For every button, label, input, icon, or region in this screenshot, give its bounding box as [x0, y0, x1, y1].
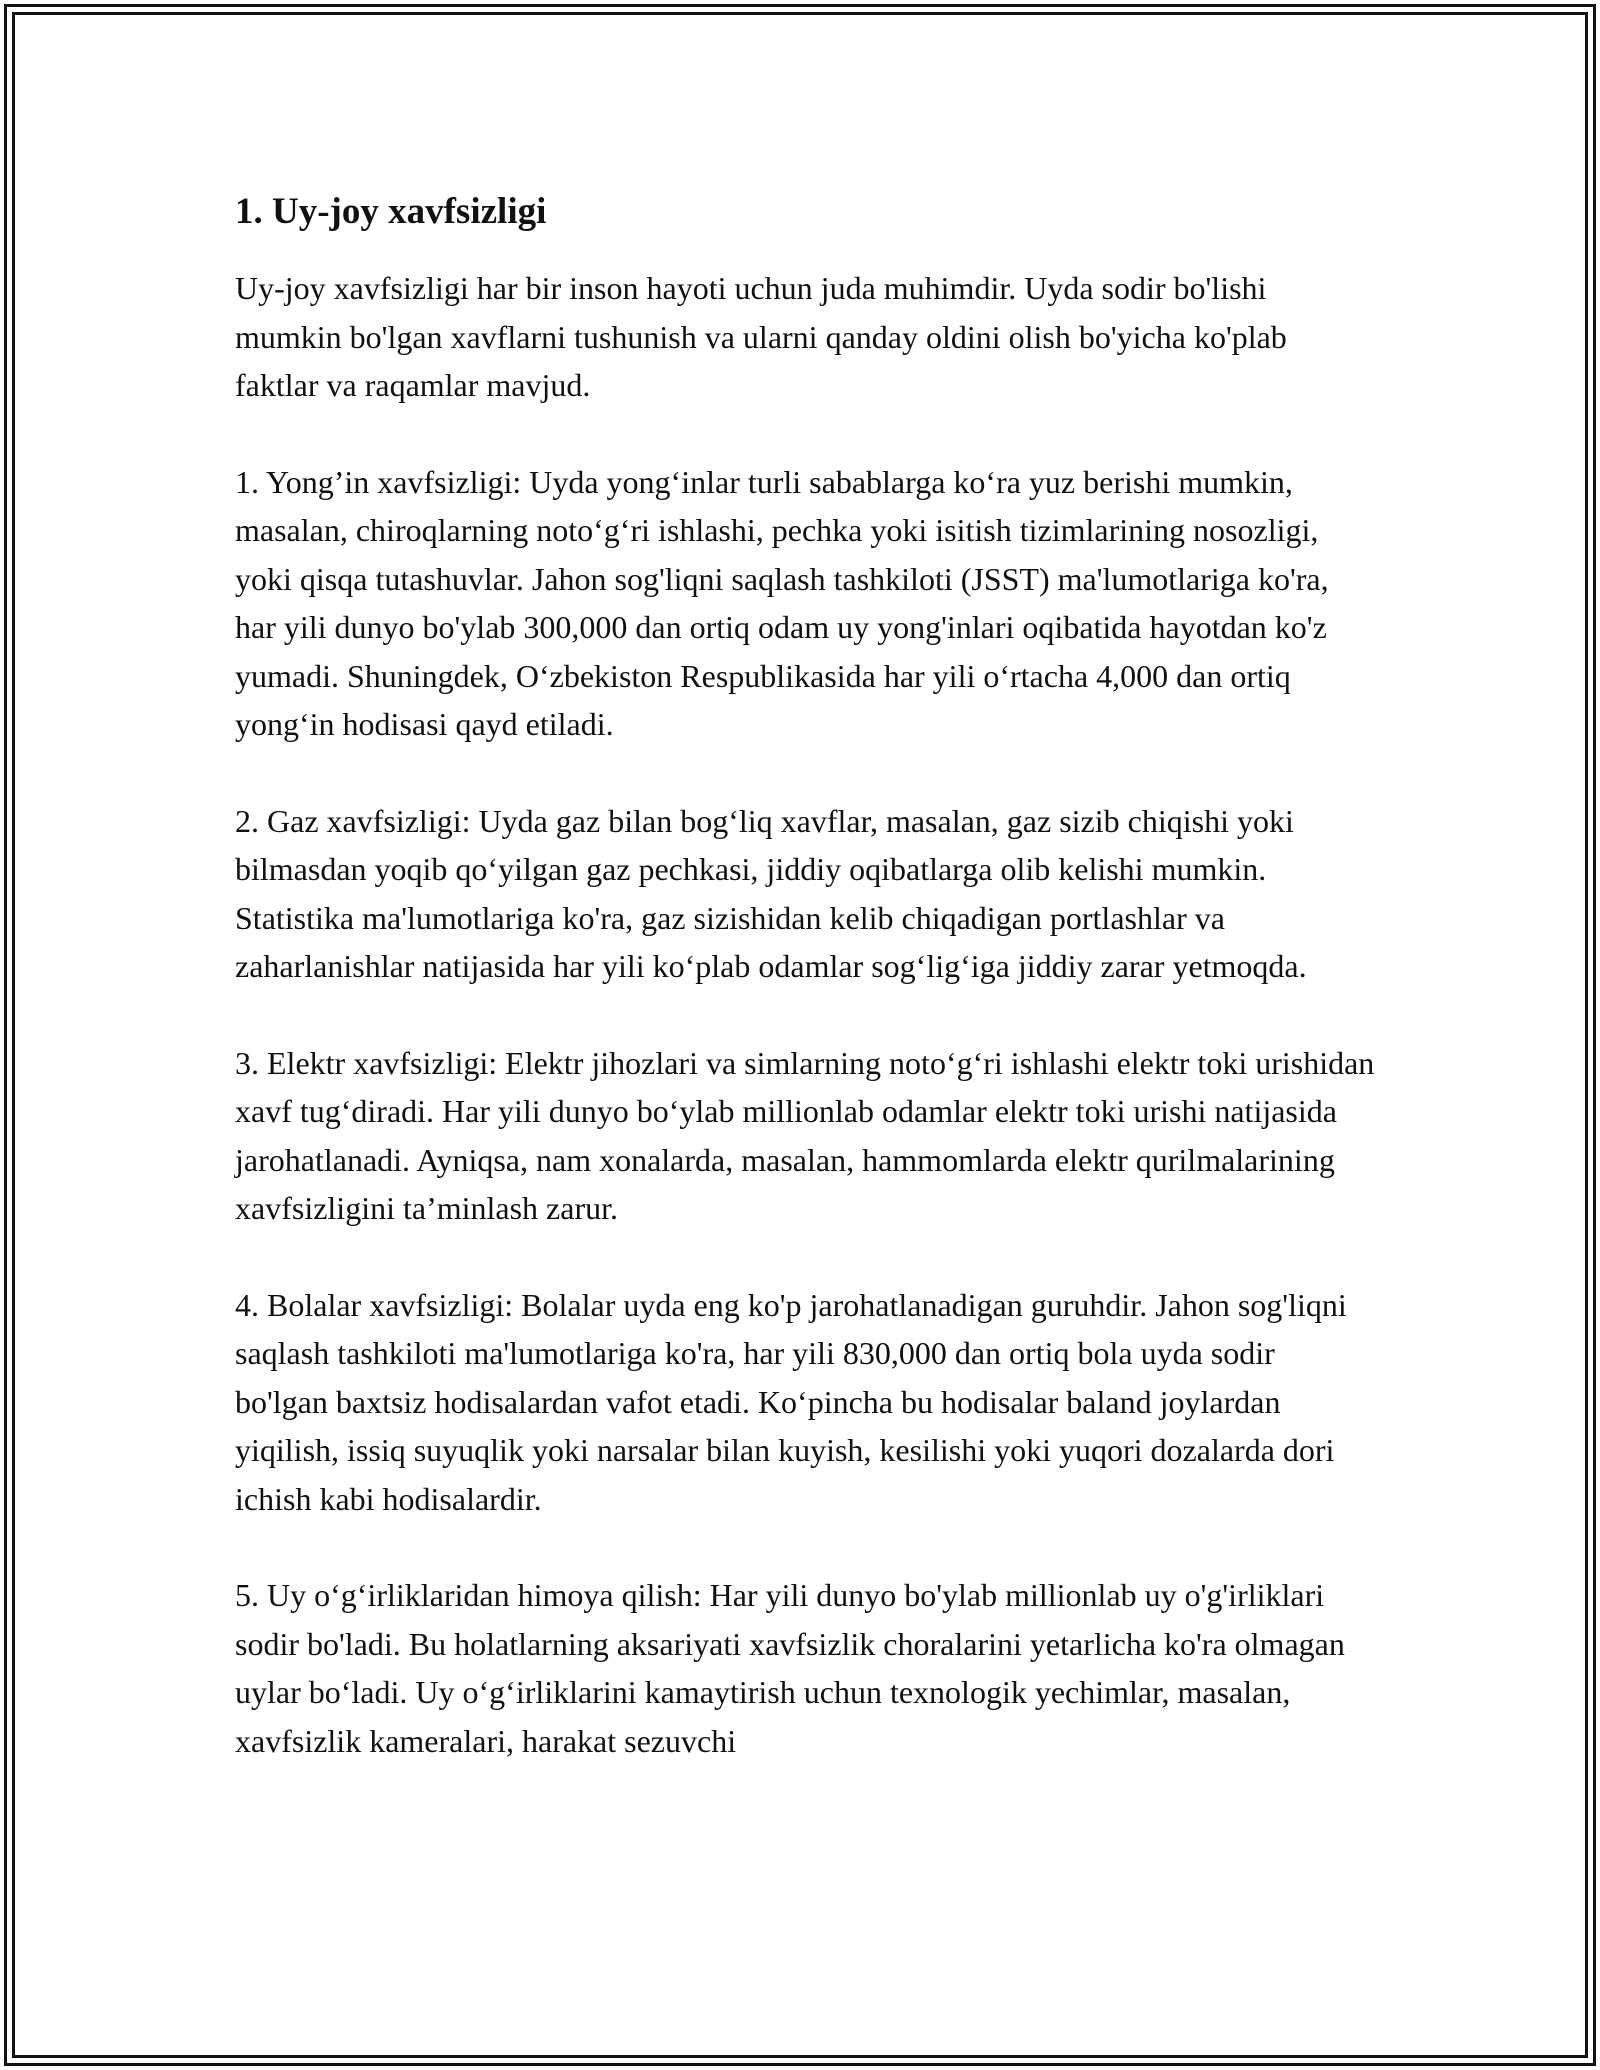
- section-heading: 1. Uy-joy xavfsizligi: [235, 191, 547, 232]
- child-safety-paragraph: 4. Bolalar xavfsizligi: Bolalar uyda eng ko'p jarohatlanadigan guruhdir. Jahon sog'liqni saqlash tashkiloti ma'lumotlariga ko'ra, har yili 830,000 dan ortiq bola uyda sodir bo'lgan baxtsiz hodisalardan vafot etadi. Ko‘pincha bu hodisalar baland joylardan yiqilish, issiq suyuqlik yoki narsalar bilan kuyish, kesilishi yoki yuqori dozalarda dori ichish kabi hodisalardir.: [235, 1286, 1347, 1517]
- burglary-protection-paragraph: 5. Uy o‘g‘irliklaridan himoya qilish: Har yili dunyo bo'ylab millionlab uy o'g'irliklari sodir bo'ladi. Bu holatlarning aksariyati xavfsizlik choralarini yetarlicha ko'ra olmagan uylar bo‘ladi. Uy o‘g‘irliklarini kamaytirish uchun texnologik yechimlar, masalan, xavfsizlik kameralari, harakat sezuvchi: [235, 1577, 1345, 1759]
- document-body: [235, 186, 1375, 1813]
- electrical-safety-paragraph: 3. Elektr xavfsizligi: Elektr jihozlari va simlarning noto‘g‘ri ishlashi elektr toki urishidan xavf tug‘diradi. Har yili dunyo bo‘ylab millionlab odamlar elektr toki urishi natijasida jarohatlanadi. Ayniqsa, nam xonalarda, masalan, hammomlarda elektr qurilmalarining xavfsizligini ta’minlash zarur.: [235, 1044, 1375, 1226]
- gas-safety-paragraph: 2. Gaz xavfsizligi: Uyda gaz bilan bog‘liq xavflar, masalan, gaz sizib chiqishi yoki bilmasdan yoqib qo‘yilgan gaz pechkasi, jiddiy oqibatlarga olib kelishi mumkin. Statistika ma'lumotlariga ko'ra, gaz sizishidan kelib chiqadigan portlashlar va zaharlanishlar natijasida har yili ko‘plab odamlar sog‘lig‘iga jiddiy zarar yetmoqda.: [235, 802, 1307, 984]
- intro-paragraph: Uy-joy xavfsizligi har bir inson hayoti uchun juda muhimdir. Uyda sodir bo'lishi mumkin bo'lgan xavflarni tushunish va ularni qanday oldini olish bo'yicha ko'plab faktlar va raqamlar mavjud.: [235, 270, 1287, 403]
- fire-safety-paragraph: 1. Yong’in xavfsizligi: Uyda yong‘inlar turli sabablarga ko‘ra yuz berishi mumkin, masalan, chiroqlarning noto‘g‘ri ishlashi, pechka yoki isitish tizimlarining nosozligi, yoki qisqa tutashuvlar. Jahon sog'liqni saqlash tashkiloti (JSST) ma'lumotlariga ko'ra, har yili dunyo bo'ylab 300,000 dan ortiq odam uy yong'inlari oqibatida hayotdan ko'z yumadi. Shuningdek, O‘zbekiston Respublikasida har yili o‘rtacha 4,000 dan ortiq yong‘in hodisasi qayd etiladi.: [235, 463, 1329, 742]
